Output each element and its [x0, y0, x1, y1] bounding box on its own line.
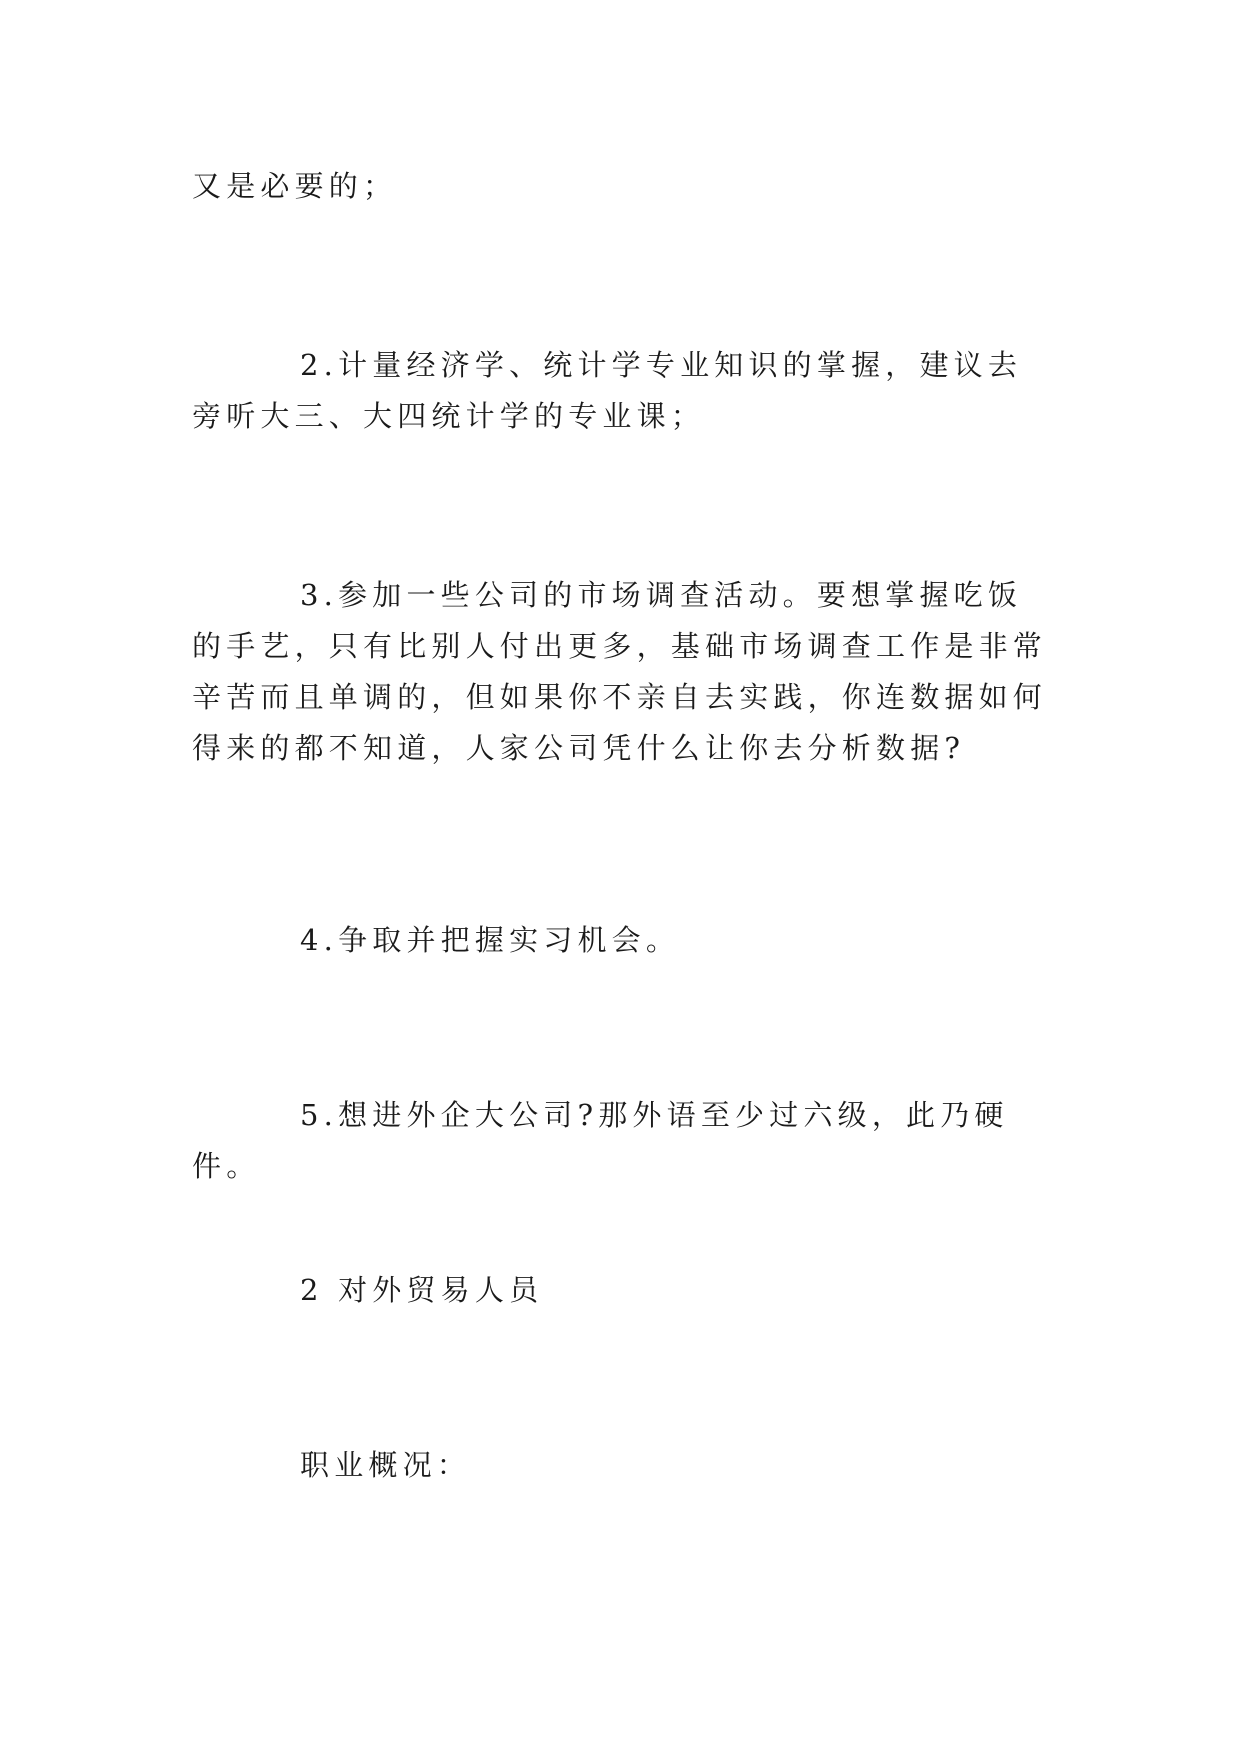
subheading-career-overview: 职业概况：	[300, 1448, 472, 1482]
paragraph-continuation: 又是必要的；	[192, 169, 398, 203]
paragraph-item-4: 4.争取并把握实习机会。	[300, 923, 681, 957]
paragraph-item-5: 5.想进外企大公司?那外语至少过六级，此乃硬件。	[192, 1098, 1009, 1183]
paragraph-item-2: 2.计量经济学、统计学专业知识的掌握，建议去旁听大三、大四统计学的专业课；	[192, 348, 1023, 433]
paragraph-item-3: 3.参加一些公司的市场调查活动。要想掌握吃饭的手艺，只有比别人付出更多，基础市场调查工作是非常辛苦而且单调的，但如果你不亲自去实践，你连数据如何得来的都不知道，人家公司凭什么让你去分析数据?	[192, 578, 1048, 765]
section-heading-foreign-trade: 2 对外贸易人员	[300, 1273, 544, 1307]
